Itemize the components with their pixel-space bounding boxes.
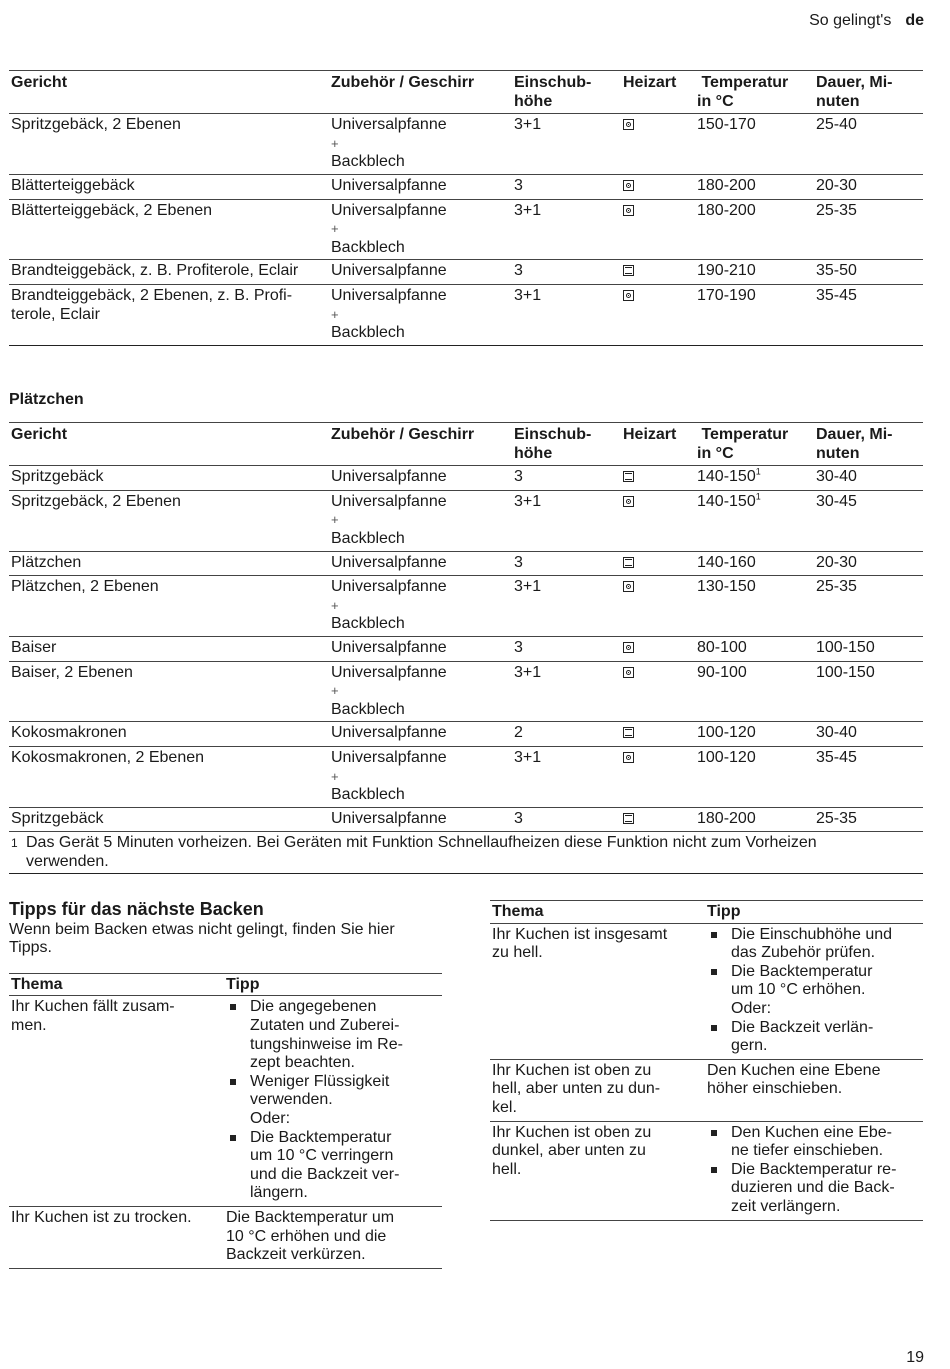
baking-table-2: [9, 422, 923, 874]
dish-name: Spritzgebäck: [11, 468, 104, 486]
duration: 35-45: [816, 286, 857, 304]
table-row: [9, 662, 923, 723]
fan-icon: [623, 496, 634, 507]
temperature-value: 140-150: [697, 468, 756, 486]
temperature-value: 180-200: [697, 176, 756, 194]
col-header-temperature: Temperatur in °C: [697, 74, 789, 110]
col-header-dish: Gericht: [11, 74, 68, 91]
tips-row: [490, 924, 923, 1060]
duration: 25-35: [816, 201, 857, 219]
accessory-item: Universalpfanne: [331, 724, 447, 742]
tips-left-block: [9, 900, 442, 1269]
table-header: [9, 422, 923, 466]
accessory: [331, 116, 514, 172]
tips-table-left: [9, 973, 442, 1269]
fan-icon: [623, 642, 634, 653]
tip-list-item: Die angegebenen Zutaten und Zuberei-tungshinweise im Re-zept beachten.: [226, 998, 416, 1072]
fan-icon: [623, 205, 634, 216]
plus-sign: +: [331, 306, 339, 322]
baking-table-1: [9, 70, 923, 346]
accessory-item: Backblech: [331, 238, 405, 256]
heating-mode: [623, 554, 697, 574]
duration: 30-45: [816, 492, 857, 510]
duration: 30-40: [816, 468, 857, 486]
duration: 20-30: [816, 553, 857, 571]
top-bottom-heat-icon: [623, 813, 634, 824]
dish-name: Spritzgebäck, 2 Ebenen: [11, 116, 181, 134]
tips-row: [490, 1060, 923, 1122]
tip-list-item: Den Kuchen eine Ebe-ne tiefer einschieben.: [707, 1124, 897, 1161]
tip-list-item: Die Backtemperatur um 10 °C verringern und die Backzeit ver-längern.: [226, 1129, 416, 1203]
shelf-level: 3: [514, 468, 523, 486]
accessory: [331, 202, 514, 258]
heating-mode: [623, 177, 697, 197]
temperature-value: 130-150: [697, 578, 756, 596]
heating-mode: [623, 810, 697, 830]
header-language: de: [905, 12, 924, 29]
accessory-item: Backblech: [331, 786, 405, 804]
temperature-value: 80-100: [697, 638, 747, 656]
col-header-heating: Heizart: [623, 426, 677, 443]
shelf-level: 3+1: [514, 492, 542, 510]
temperature: [697, 664, 816, 720]
tip-topic: Ihr Kuchen ist oben zu dunkel, aber unten zu hell.: [492, 1123, 652, 1178]
temperature-value: 90-100: [697, 663, 747, 681]
accessory-item: Universalpfanne: [331, 553, 447, 571]
col-header-accessory: Zubehör / Geschirr: [331, 426, 475, 443]
duration: 100-150: [816, 638, 875, 656]
heating-mode: [623, 639, 697, 659]
shelf-level: 3: [514, 638, 523, 656]
tips-intro: Wenn beim Backen etwas nicht gelingt, finden Sie hier Tipps.: [9, 920, 395, 957]
section-title-plaetzchen: Plätzchen: [9, 391, 84, 408]
table-row: [9, 260, 923, 285]
tips-row: [9, 1207, 442, 1269]
col-header-temperature: Temperatur in °C: [697, 426, 789, 462]
accessory-item: Backblech: [331, 700, 405, 718]
tip-content: [226, 998, 416, 1203]
duration: 25-40: [816, 116, 857, 134]
table-row: [9, 552, 923, 577]
tips-col-tip: Tipp: [226, 975, 260, 993]
shelf-level: 3+1: [514, 201, 542, 219]
tip-list-item: Die Einschubhöhe und das Zubehör prüfen.: [707, 926, 897, 963]
accessory: [331, 493, 514, 549]
tips-header: [9, 974, 442, 997]
dish-name: Kokosmakronen: [11, 724, 127, 742]
tip-content: [707, 1124, 897, 1217]
footnote-text: Das Gerät 5 Minuten vorheizen. Bei Geräten mit Funktion Schnellaufheizen diese Funktion nicht zum Vorheizen verwenden.: [26, 834, 817, 870]
tips-col-topic: Thema: [492, 903, 544, 920]
tips-col-tip: Tipp: [707, 903, 741, 920]
dish-name: Blätterteiggebäck, 2 Ebenen: [11, 201, 213, 219]
heating-mode: [623, 578, 697, 634]
accessory-item: Universalpfanne: [331, 492, 447, 510]
temperature-value: 100-120: [697, 748, 756, 766]
top-bottom-heat-icon: [623, 265, 634, 276]
tip-content: [707, 1062, 897, 1118]
table-row: [9, 114, 923, 175]
duration: 25-35: [816, 809, 857, 827]
tips-header: [490, 901, 923, 924]
col-header-duration: Dauer, Mi- nuten: [816, 74, 893, 110]
table-row: [9, 175, 923, 200]
table-row: [9, 808, 923, 833]
col-header-level: Einschub- höhe: [514, 74, 592, 110]
col-header-heating: Heizart: [623, 74, 677, 91]
accessory: [331, 287, 514, 343]
heating-mode: [623, 202, 697, 258]
temperature: [697, 749, 816, 805]
temperature-value: 180-200: [697, 809, 756, 827]
fan-icon: [623, 581, 634, 592]
footnote: [9, 832, 923, 874]
table-row: [9, 200, 923, 261]
tip-topic: Ihr Kuchen fällt zusam-men.: [11, 998, 175, 1034]
temperature: [697, 639, 816, 659]
fan-icon: [623, 752, 634, 763]
col-header-level: Einschub- höhe: [514, 426, 592, 462]
temperature: [697, 578, 816, 634]
plus-sign: +: [331, 221, 339, 237]
accessory-item: Backblech: [331, 153, 405, 171]
plus-sign: +: [331, 683, 339, 699]
plus-sign: +: [331, 512, 339, 528]
accessory: [331, 664, 514, 720]
shelf-level: 3: [514, 809, 523, 827]
dish-name: Brandteiggebäck, z. B. Profiterole, Eclair: [11, 262, 299, 280]
tip-topic: Ihr Kuchen ist zu trocken.: [11, 1208, 192, 1226]
temperature-value: 150-170: [697, 116, 756, 134]
heating-mode: [623, 287, 697, 343]
duration: 30-40: [816, 724, 857, 742]
tip-content: [707, 926, 897, 1056]
tips-row: [490, 1122, 923, 1221]
accessory-item: Backblech: [331, 529, 405, 547]
accessory: [331, 554, 514, 574]
temperature-value: 190-210: [697, 262, 756, 280]
temperature: [697, 202, 816, 258]
tip-topic: Ihr Kuchen ist oben zu hell, aber unten zu dun-kel.: [492, 1061, 661, 1116]
col-header-accessory: Zubehör / Geschirr: [331, 74, 475, 91]
table-row: [9, 491, 923, 552]
heating-mode: [623, 664, 697, 720]
accessory-item: Universalpfanne: [331, 638, 447, 656]
plus-sign: +: [331, 768, 339, 784]
duration: 35-45: [816, 748, 857, 766]
plus-sign: +: [331, 597, 339, 613]
temperature: [697, 116, 816, 172]
duration: 100-150: [816, 663, 875, 681]
tip-list-item: Oder:: [250, 1109, 291, 1127]
accessory-item: Universalpfanne: [331, 286, 447, 304]
tip-text: Den Kuchen eine Ebene höher einschieben.: [707, 1061, 881, 1098]
tip-list: [707, 926, 897, 1056]
temperature: [697, 468, 816, 488]
accessory-item: Backblech: [331, 615, 405, 633]
fan-icon: [623, 290, 634, 301]
tips-title: Tipps für das nächste Backen: [9, 899, 264, 919]
shelf-level: 3+1: [514, 748, 542, 766]
fan-icon: [623, 119, 634, 130]
tips-table-right: [490, 900, 923, 1221]
tips-right-block: [490, 900, 923, 1221]
col-header-duration: Dauer, Mi- nuten: [816, 426, 893, 462]
heating-mode: [623, 749, 697, 805]
tips-row: [9, 996, 442, 1207]
dish-name: Spritzgebäck, 2 Ebenen: [11, 492, 181, 510]
table-header: [9, 70, 923, 114]
temperature-value: 140-150: [697, 492, 756, 510]
shelf-level: 3: [514, 176, 523, 194]
dish-name: Spritzgebäck: [11, 809, 104, 827]
temperature: [697, 177, 816, 197]
tip-list: [707, 1124, 897, 1217]
accessory: [331, 468, 514, 488]
shelf-level: 3+1: [514, 116, 542, 134]
accessory: [331, 639, 514, 659]
shelf-level: 3+1: [514, 663, 542, 681]
table-row: [9, 637, 923, 662]
tip-text: Die Backtemperatur um 10 °C erhöhen und die Backzeit verkürzen.: [226, 1208, 395, 1264]
accessory-item: Universalpfanne: [331, 748, 447, 766]
table-row: [9, 466, 923, 491]
table-row: [9, 722, 923, 747]
accessory-item: Universalpfanne: [331, 663, 447, 681]
temperature: [697, 554, 816, 574]
page-number: 19: [906, 1349, 924, 1366]
table-row: [9, 576, 923, 637]
accessory-item: Universalpfanne: [331, 116, 447, 134]
top-bottom-heat-icon: [623, 557, 634, 568]
accessory-item: Universalpfanne: [331, 201, 447, 219]
tip-content: [226, 1209, 416, 1265]
tip-topic: Ihr Kuchen ist insgesamt zu hell.: [492, 925, 668, 962]
tip-list-item: Oder:: [731, 999, 772, 1017]
temperature-value: 170-190: [697, 286, 756, 304]
footnote-ref: 1: [755, 491, 761, 502]
temperature: [697, 262, 816, 282]
tips-col-topic: Thema: [11, 975, 63, 993]
dish-name: Plätzchen: [11, 553, 82, 571]
temperature-value: 100-120: [697, 724, 756, 742]
tip-list-item: Weniger Flüssigkeit verwenden.: [226, 1073, 416, 1110]
temperature: [697, 287, 816, 343]
shelf-level: 2: [514, 724, 523, 742]
top-bottom-heat-icon: [623, 471, 634, 482]
accessory-item: Universalpfanne: [331, 468, 447, 486]
fan-icon: [623, 180, 634, 191]
accessory: [331, 578, 514, 634]
tip-list-item: Die Backtemperatur re-duzieren und die Back-zeit verlängern.: [707, 1161, 897, 1217]
duration: 25-35: [816, 578, 857, 596]
accessory: [331, 810, 514, 830]
accessory-item: Universalpfanne: [331, 809, 447, 827]
accessory: [331, 749, 514, 805]
duration: 20-30: [816, 176, 857, 194]
shelf-level: 3: [514, 262, 523, 280]
temperature: [697, 493, 816, 549]
temperature: [697, 810, 816, 830]
footnote-number: 1: [11, 836, 18, 851]
duration: 35-50: [816, 262, 857, 280]
heating-mode: [623, 724, 697, 744]
table-row: [9, 747, 923, 808]
page-header: [809, 12, 924, 31]
shelf-level: 3: [514, 553, 523, 571]
shelf-level: 3+1: [514, 286, 542, 304]
tip-list-item: Die Backzeit verlän-gern.: [707, 1019, 897, 1056]
accessory-item: Universalpfanne: [331, 262, 447, 280]
temperature-value: 180-200: [697, 201, 756, 219]
dish-name: Baiser: [11, 638, 57, 656]
table-row: [9, 285, 923, 346]
accessory: [331, 177, 514, 197]
accessory-item: Universalpfanne: [331, 176, 447, 194]
temperature-value: 140-160: [697, 553, 756, 571]
accessory: [331, 262, 514, 282]
heating-mode: [623, 262, 697, 282]
tip-list: [226, 998, 416, 1203]
heating-mode: [623, 493, 697, 549]
accessory: [331, 724, 514, 744]
heating-mode: [623, 116, 697, 172]
fan-icon: [623, 667, 634, 678]
footnote-ref: 1: [755, 466, 761, 477]
dish-name: Blätterteiggebäck: [11, 176, 135, 194]
temperature: [697, 724, 816, 744]
tip-list-item: Die Backtemperatur um 10 °C erhöhen.: [707, 963, 897, 1000]
accessory-item: Backblech: [331, 324, 405, 342]
heating-mode: [623, 468, 697, 488]
col-header-dish: Gericht: [11, 426, 68, 443]
header-section: So gelingt's: [809, 12, 892, 29]
accessory-item: Universalpfanne: [331, 578, 447, 596]
dish-name: Brandteiggebäck, 2 Ebenen, z. B. Profi- terole, Eclair: [11, 286, 293, 323]
dish-name: Plätzchen, 2 Ebenen: [11, 578, 159, 596]
shelf-level: 3+1: [514, 578, 542, 596]
dish-name: Baiser, 2 Ebenen: [11, 663, 133, 681]
plus-sign: +: [331, 135, 339, 151]
dish-name: Kokosmakronen, 2 Ebenen: [11, 748, 205, 766]
top-bottom-heat-icon: [623, 727, 634, 738]
